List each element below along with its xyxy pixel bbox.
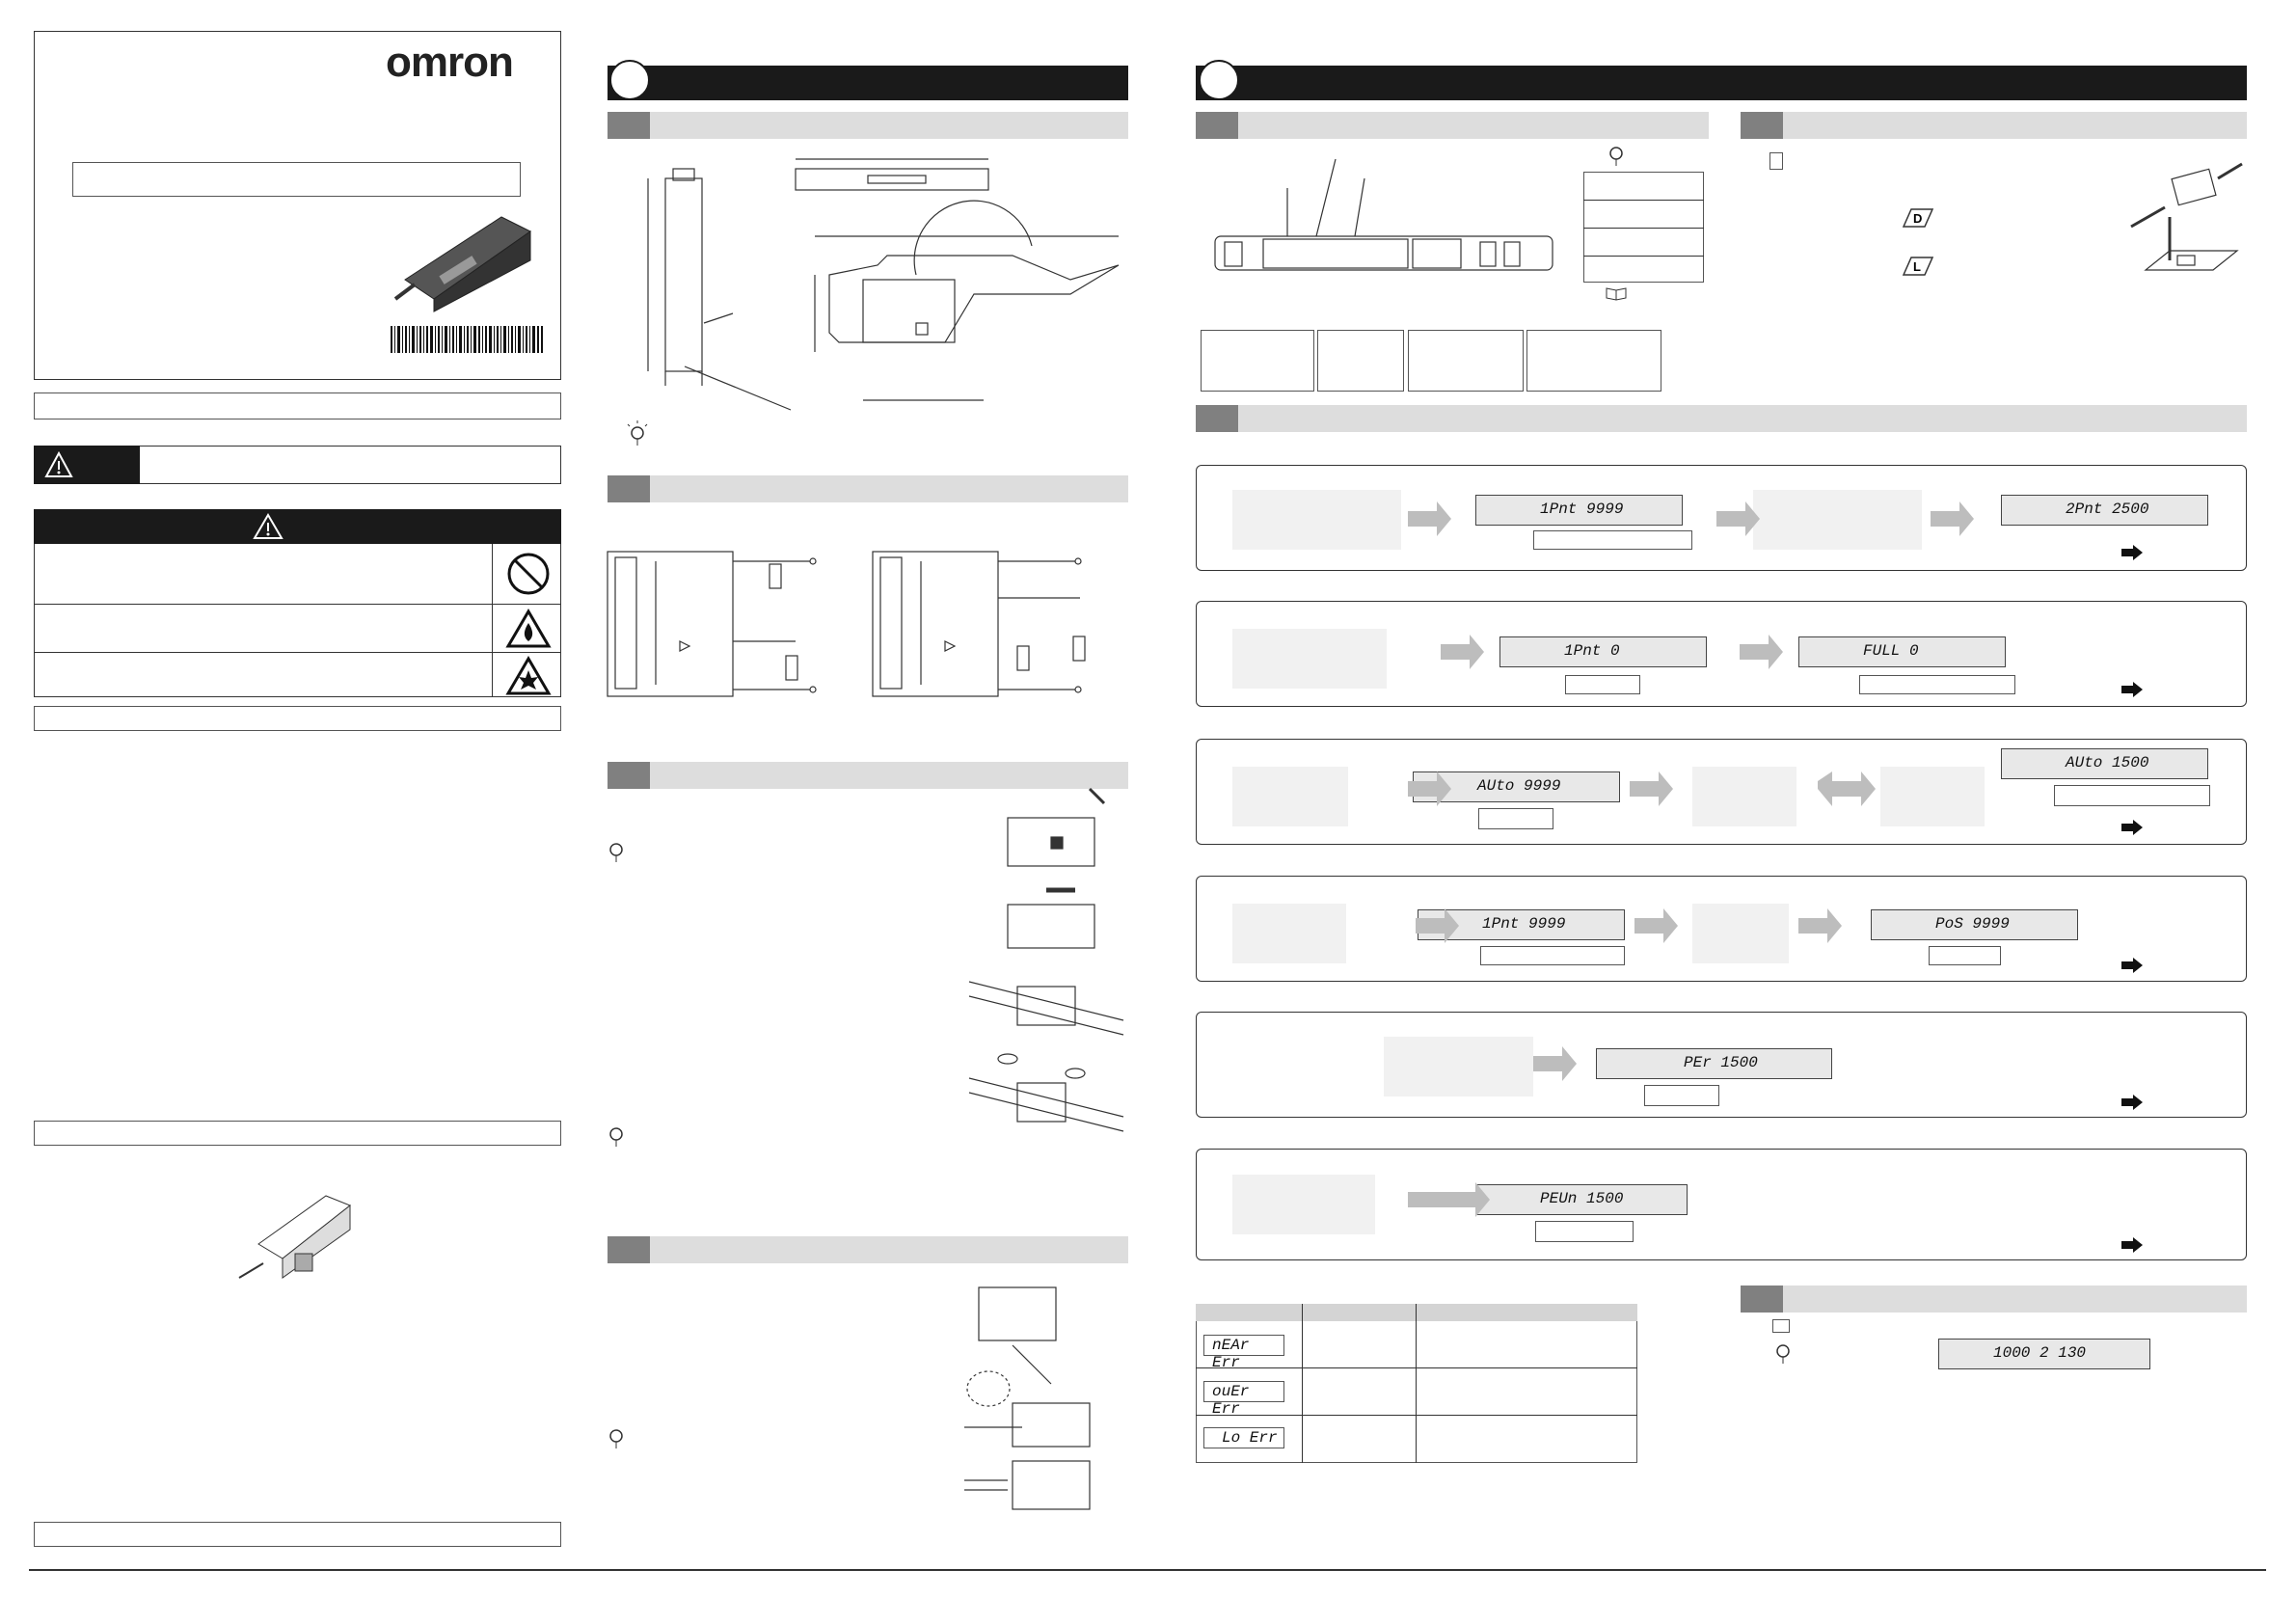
section-2-header xyxy=(608,66,1128,100)
lcd-display: PoS 9999 xyxy=(1871,909,2078,940)
part-callout-4 xyxy=(1526,330,1661,392)
pnp-circuit-diagram xyxy=(873,550,1094,704)
fiber-connect-illustrations xyxy=(955,1268,1099,1514)
divider xyxy=(1416,1304,1417,1463)
display-key xyxy=(1772,1319,1790,1333)
caution-header xyxy=(34,509,561,544)
divider xyxy=(1583,256,1704,257)
fire-icon xyxy=(506,609,551,648)
part-callout-1 xyxy=(1201,330,1314,392)
omron-logo: omron xyxy=(386,39,513,86)
lcd-display: 1Pnt 0 xyxy=(1499,636,1707,667)
io-circuit-tab xyxy=(608,475,650,502)
check-icon xyxy=(627,422,650,449)
lcd-display: AUto 1500 xyxy=(2001,748,2208,779)
dimensions-bar xyxy=(608,112,1128,139)
lcd-display: 1Pnt 9999 xyxy=(1475,495,1683,526)
svg-text:D: D xyxy=(1913,211,1923,226)
lcd-display: 2Pnt 2500 xyxy=(2001,495,2208,526)
part-names-tab xyxy=(1196,112,1238,139)
intro-box xyxy=(34,392,561,420)
section-3-number xyxy=(1199,60,1239,100)
svg-text:L: L xyxy=(1913,259,1921,274)
lcd-display: 1Pnt 9999 xyxy=(1418,909,1625,940)
scene-box xyxy=(1232,1175,1375,1234)
fiber-connect-bar xyxy=(608,1236,1128,1263)
model-box xyxy=(72,162,521,197)
book-icon xyxy=(1606,286,1627,300)
io-circuit-bar xyxy=(608,475,1128,502)
divider xyxy=(34,652,561,653)
lcd-display: PEUn 1500 xyxy=(1475,1184,1688,1215)
divider xyxy=(1583,200,1704,201)
divider xyxy=(1583,228,1704,229)
light-on-icon xyxy=(1900,256,1934,277)
arrow-right-icon xyxy=(2121,1237,2143,1253)
dark-on-icon xyxy=(1900,207,1934,229)
precaution-box xyxy=(34,706,561,731)
mounting-tab xyxy=(608,762,650,789)
teaching-bar xyxy=(1196,405,2247,432)
dimensions-drawing xyxy=(627,149,1128,410)
arrow-right-icon xyxy=(2121,820,2143,835)
scene-box xyxy=(1232,629,1387,689)
mode-select-tab xyxy=(1741,112,1783,139)
mode-a-key xyxy=(1769,152,1783,170)
arrow-right-icon xyxy=(2121,958,2143,973)
divider xyxy=(1196,1367,1637,1368)
divider xyxy=(34,604,561,605)
explosion-icon xyxy=(506,657,551,695)
thru-beam-illustration xyxy=(2131,159,2247,284)
amplifier-front-view xyxy=(1210,149,1557,280)
section-2-number xyxy=(609,60,650,100)
page-bottom-rule xyxy=(29,1569,2266,1571)
arrow-right-icon xyxy=(2121,1095,2143,1110)
warning-icon xyxy=(253,513,284,540)
check-icon xyxy=(1606,143,1629,170)
lcd-display: PEr 1500 xyxy=(1596,1048,1832,1079)
check-icon xyxy=(606,1123,629,1150)
barcode xyxy=(391,326,545,355)
lcd-display: FULL 0 xyxy=(1798,636,2006,667)
flow-arrows xyxy=(1408,501,2083,1234)
scene-box xyxy=(1232,767,1348,826)
dimensions-tab xyxy=(608,112,650,139)
arrow-right-icon xyxy=(2121,682,2143,697)
divider xyxy=(1302,1304,1303,1463)
npn-circuit-diagram xyxy=(608,550,829,704)
check-icon xyxy=(606,1425,629,1452)
teaching-tab xyxy=(1196,405,1238,432)
part-callout-3 xyxy=(1408,330,1524,392)
divider xyxy=(492,544,493,697)
lcd-display: 1000 2 130 xyxy=(1938,1339,2150,1369)
error-code-cell: nEAr Err xyxy=(1203,1335,1284,1356)
part-names-bar xyxy=(1196,112,1709,139)
product-image xyxy=(395,207,540,313)
mounting-illustrations xyxy=(959,779,1133,1136)
lcd-display: AUto 9999 xyxy=(1413,771,1620,802)
scene-box xyxy=(1232,904,1346,963)
display-bar xyxy=(1741,1286,2247,1313)
prohibition-icon xyxy=(506,552,551,596)
fiber-connect-tab xyxy=(608,1236,650,1263)
part-callout-2 xyxy=(1317,330,1404,392)
error-table-header xyxy=(1196,1304,1637,1321)
check-icon xyxy=(606,839,629,866)
check-icon xyxy=(1772,1340,1796,1367)
footer-note-box xyxy=(34,1522,561,1547)
error-code-cell: ouEr Err xyxy=(1203,1381,1284,1402)
divider xyxy=(1196,1415,1637,1416)
sensor-label-illustration xyxy=(239,1186,355,1283)
error-code-cell: Lo Err xyxy=(1203,1427,1284,1448)
arrow-right-icon xyxy=(2121,545,2143,560)
mode-select-bar xyxy=(1741,112,2247,139)
scene-box xyxy=(1232,490,1401,550)
display-tab xyxy=(1741,1286,1783,1313)
warning-icon xyxy=(44,451,73,478)
installation-title-box xyxy=(34,1121,561,1146)
section-3-header xyxy=(1196,66,2247,100)
